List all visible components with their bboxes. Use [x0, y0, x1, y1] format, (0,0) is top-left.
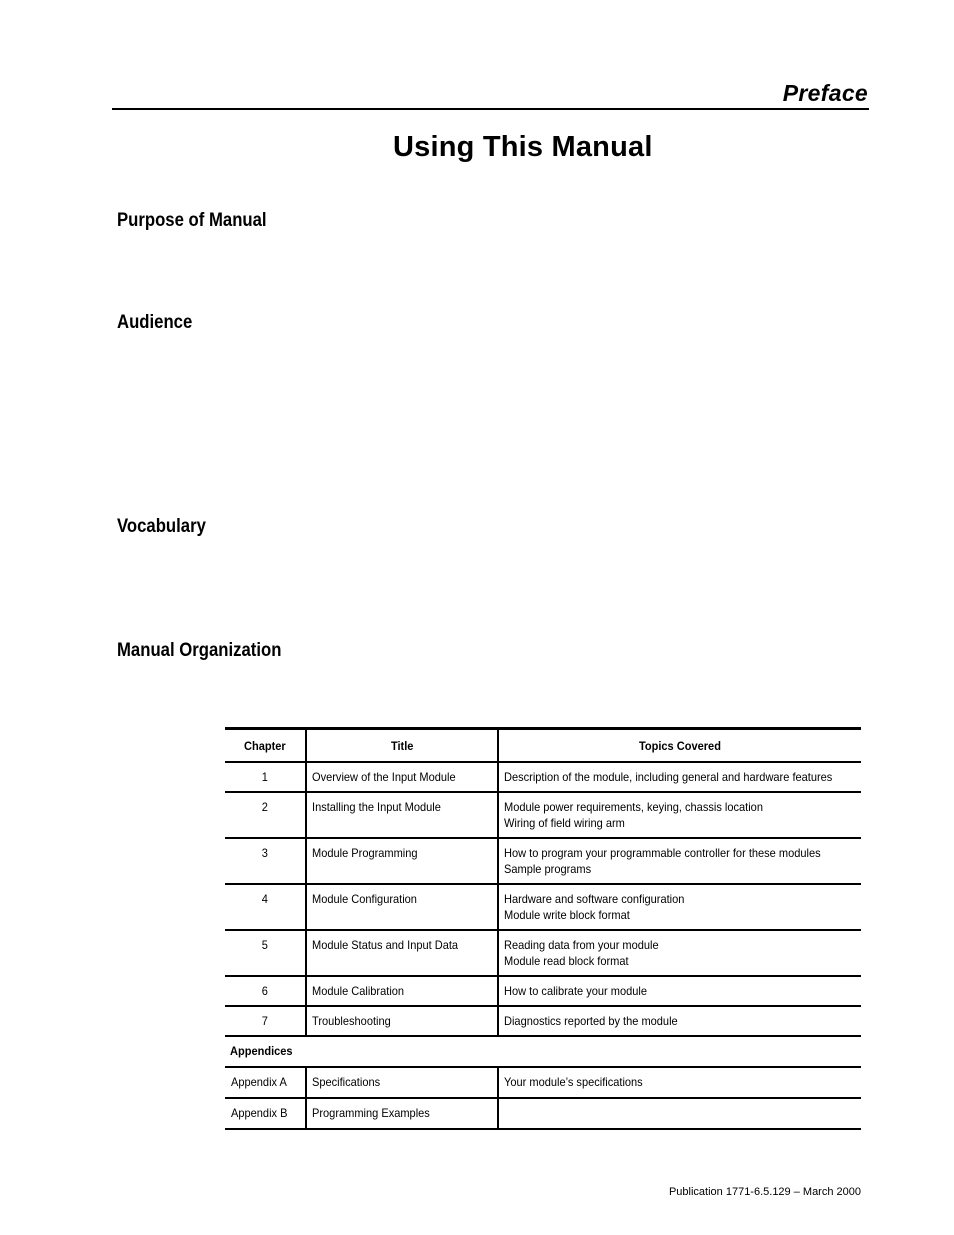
- table-row: [225, 930, 861, 976]
- topics-cell: How to program your programmable controller for these modules Sample programs: [498, 838, 861, 884]
- table-row: [225, 976, 861, 1006]
- table-row: [225, 1006, 861, 1036]
- title-cell: Module Calibration: [306, 976, 498, 1006]
- topics-cell: Description of the module, including general and hardware features: [498, 762, 861, 792]
- topics-cell: Your module’s specifications: [498, 1067, 861, 1098]
- column-header-chapter: Chapter: [225, 729, 306, 763]
- heading-manual-organization: Manual Organization: [117, 640, 282, 661]
- topics-cell: Hardware and software configuration Module write block format: [498, 884, 861, 930]
- chapter-cell: 1: [225, 762, 306, 792]
- chapter-cell: 6: [225, 976, 306, 1006]
- publication-footer: Publication 1771-6.5.129 – March 2000: [668, 1186, 861, 1198]
- topics-cell: Module power requirements, keying, chassis location Wiring of field wiring arm: [498, 792, 861, 838]
- title-cell: Overview of the Input Module: [306, 762, 498, 792]
- chapter-cell: 7: [225, 1006, 306, 1036]
- title-cell: Troubleshooting: [306, 1006, 498, 1036]
- appendix-cell: Appendix A: [225, 1067, 306, 1098]
- topics-cell: Reading data from your module Module read block format: [498, 930, 861, 976]
- title-cell: Module Programming: [306, 838, 498, 884]
- topics-cell: How to calibrate your module: [498, 976, 861, 1006]
- column-header-title: Title: [306, 729, 498, 763]
- chapter-cell: 3: [225, 838, 306, 884]
- preface-label: Preface: [782, 80, 868, 106]
- table-row: [225, 762, 861, 792]
- header-rule: [112, 108, 869, 110]
- table-row: [225, 884, 861, 930]
- table-header-row: [225, 729, 861, 763]
- table-row: [225, 1098, 861, 1129]
- topics-cell: Diagnostics reported by the module: [498, 1006, 861, 1036]
- column-header-topics: Topics Covered: [498, 729, 861, 763]
- appendix-cell: Appendix B: [225, 1098, 306, 1129]
- table-row: [225, 838, 861, 884]
- title-cell: Specifications: [306, 1067, 498, 1098]
- title-cell: Module Configuration: [306, 884, 498, 930]
- appendices-label: Appendices: [225, 1036, 861, 1067]
- chapter-cell: 4: [225, 884, 306, 930]
- chapter-cell: 5: [225, 930, 306, 976]
- title-cell: Programming Examples: [306, 1098, 498, 1129]
- heading-purpose-of-manual: Purpose of Manual: [117, 210, 267, 231]
- heading-vocabulary: Vocabulary: [117, 516, 206, 537]
- table-row: [225, 792, 861, 838]
- title-cell: Installing the Input Module: [306, 792, 498, 838]
- title-cell: Module Status and Input Data: [306, 930, 498, 976]
- table-row: [225, 1067, 861, 1098]
- manual-organization-table: [225, 727, 861, 1130]
- chapter-cell: 2: [225, 792, 306, 838]
- topics-cell: [498, 1098, 861, 1129]
- page-title: Using This Manual: [393, 131, 653, 163]
- appendices-header-row: [225, 1036, 861, 1067]
- heading-audience: Audience: [117, 312, 193, 333]
